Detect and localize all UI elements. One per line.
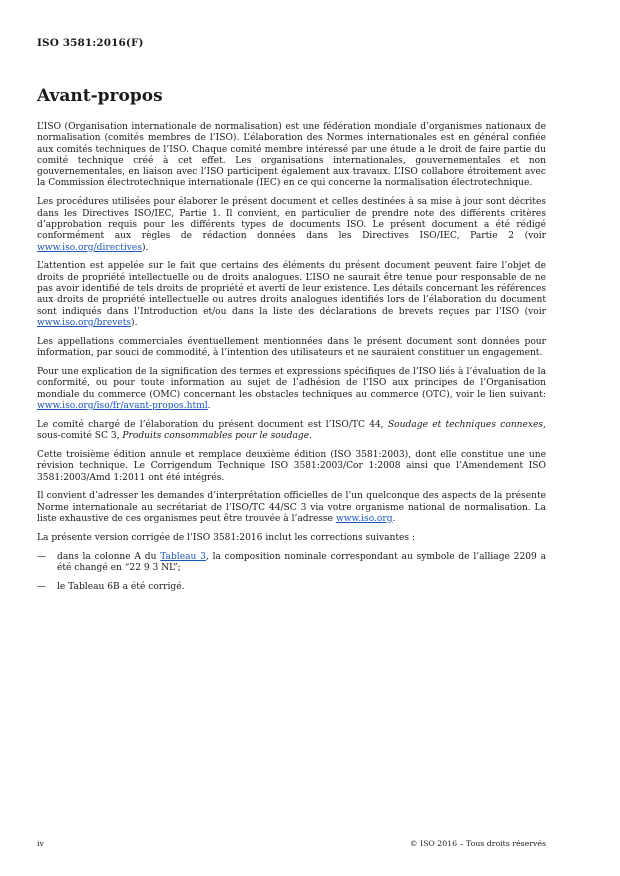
- paragraph-interpretation-text: Il convient d’adresser les demandes d’interprétation officielles de l’un quelconque des aspects de la présente Norme internationale au secrétariat de l’ISO/TC 44/SC 3 via votre organisme national de normalisation. La liste exhaustive de ces organismes peut être trouvée à l’adresse: [37, 491, 546, 525]
- list-item: [37, 552, 546, 575]
- committee-title: Soudage et techniques connexes: [387, 419, 544, 430]
- paragraph-procedures: [37, 197, 546, 253]
- directives-link[interactable]: www.iso.org/directives: [37, 242, 142, 253]
- paragraph-patents: [37, 261, 546, 329]
- paragraph-conformity: [37, 367, 546, 412]
- paragraph-committee-mid: , sous-comité SC 3,: [37, 419, 546, 442]
- dash-marker: —: [37, 551, 47, 562]
- paragraph-edition: Cette troisième édition annule et remplace deuxième édition (ISO 3581:2003), dont elle constitue une une révision technique. Le Corrigendum Technique ISO 3581:2003/Cor 1:2008 ainsi que l’Amendement ISO 3581:2003/Amd 1:2011 ont été intégrés.: [37, 449, 546, 483]
- list-item-post: , la composition nominale correspondant au symbole de l’alliage 2209 a été changé en “22 9 3 NL”;: [57, 551, 546, 574]
- paragraph-conformity-end: .: [207, 400, 211, 411]
- paragraph-procedures-end: ).: [141, 242, 149, 253]
- page-number: iv: [37, 839, 44, 848]
- tableau-3-link[interactable]: Tableau 3: [160, 551, 206, 562]
- subcommittee-title: Produits consommables pour le soudage: [122, 431, 310, 442]
- paragraph-patents-end: ).: [131, 317, 138, 328]
- list-item-text: [57, 552, 546, 575]
- paragraph-committee: [37, 420, 546, 443]
- page-title: Avant-propos: [37, 86, 163, 106]
- paragraph-interpretation-end: .: [392, 514, 396, 525]
- brevets-link[interactable]: www.iso.org/brevets: [37, 317, 132, 328]
- paragraph-patents-text: L’attention est appelée sur le fait que certains des éléments du présent document peuvent faire l’objet de droits de propriété intellectuelle ou de droits analogues. L’ISO ne saurait être tenue pour responsable de ne pas avoir identifié de tels droits de propriété et averti de leur existence. Les détails concernant les références aux droits de propriété intellectuelle ou autres droits analogues identifiés lors de l’élaboration du document sont indiqués dans l’Introduction et/ou dans la liste des déclarations de brevets reçues par l’ISO (voir: [37, 261, 546, 317]
- paragraph-committee-text: Le comité chargé de l’élaboration du présent document est l’ISO/TC 44,: [37, 419, 388, 430]
- paragraph-conformity-text: Pour une explication de la signification des termes et expressions spécifiques de l’ISO liés à l’évaluation de la conformité, ou pour toute information au sujet de l’adhésion de l’ISO aux principes de l’Organisation mondiale du commerce (OMC) concernant les obstacles techniques au commerce (OTC), voir le lien suivant:: [37, 367, 546, 400]
- paragraph-interpretation: [37, 491, 546, 525]
- document-body: [37, 122, 546, 601]
- page-footer: [37, 839, 546, 848]
- iso-org-link[interactable]: www.iso.org: [335, 514, 393, 525]
- paragraph-corrections-intro: La présente version corrigée de l’ISO 3581:2016 inclut les corrections suivantes :: [37, 532, 416, 543]
- paragraph-trade-names: Les appellations commerciales éventuellement mentionnées dans le présent document sont données pour information, par souci de commodité, à l’intention des utilisateurs et ne sauraient constituer un engagement.: [37, 336, 546, 359]
- paragraph-procedures-text: Les procédures utilisées pour élaborer le présent document et celles destinées à sa mise à jour sont décrites dans les Directives ISO/IEC, Partie 1. Il convient, en particulier de prendre note des différents critères d’approbation requis pour les différents types de documents ISO. Le présent document a été rédigé conformément aux règles de rédaction données dans les Directives ISO/IEC, Partie 2 (voir: [37, 197, 546, 242]
- paragraph-committee-end: .: [309, 431, 312, 442]
- dash-marker: —: [37, 582, 47, 593]
- copyright-notice: © ISO 2016 – Tous droits réservés: [409, 839, 546, 848]
- document-id-header: ISO 3581:2016(F): [37, 37, 144, 49]
- paragraph-iso-intro: L’ISO (Organisation internationale de normalisation) est une fédération mondiale d’organismes nationaux de normalisation (comités membres de l’ISO). L’élaboration des Normes internationales est en général confiée aux comités techniques de l’ISO. Chaque comité membre intéressé par une étude a le droit de faire partie du comité technique créé à cet effet. Les organisations internationales, gouvernementales et non gouvernementales, en liaison avec l’ISO participent également aux travaux. L’ISO collabore étroitement avec la Commission électrotechnique internationale (IEC) en ce qui concerne la normalisation électrotechnique.: [37, 122, 546, 189]
- avant-propos-link[interactable]: www.iso.org/iso/fr/avant-propos.html: [37, 400, 208, 411]
- list-item: [37, 582, 546, 593]
- list-item-text: le Tableau 6B a été corrigé.: [57, 582, 185, 593]
- list-item-pre: dans la colonne A du: [57, 551, 161, 562]
